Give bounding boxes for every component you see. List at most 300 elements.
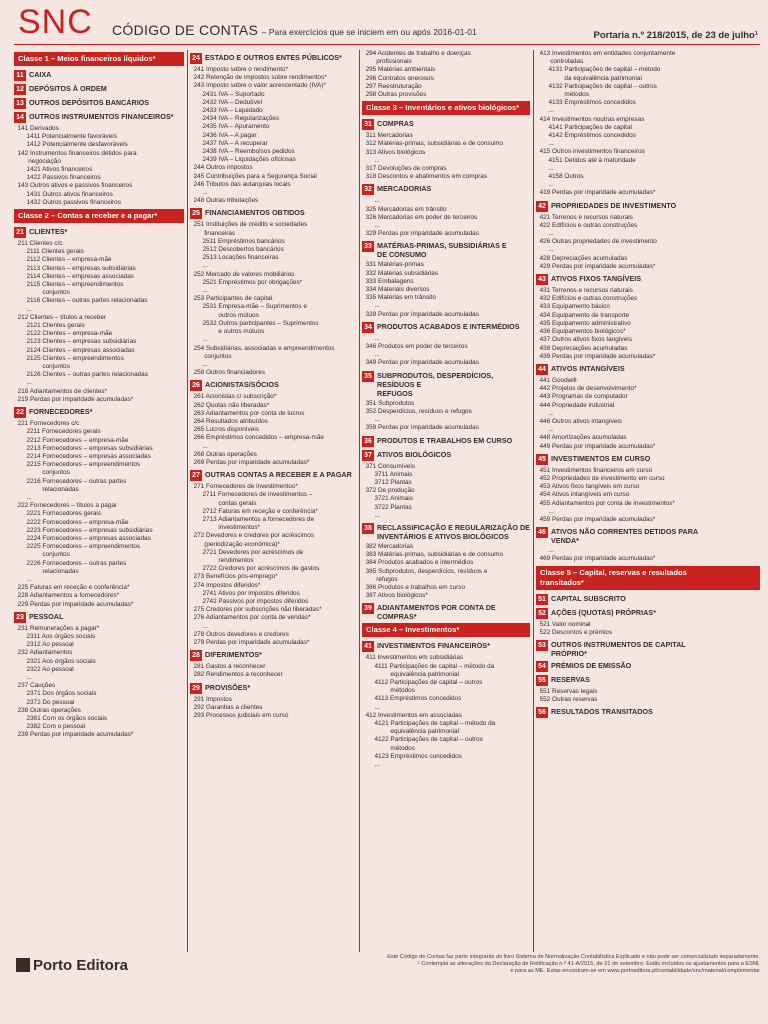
account-number-badge: 36 [362, 436, 374, 447]
subaccount-line: 442 Projetos de desenvolvimento* [536, 385, 637, 393]
subaccount-line: 2432 IVA – Dedutível [190, 98, 263, 106]
subaccount-line: ... [536, 230, 554, 238]
document-title [112, 22, 477, 38]
account-label: OUTROS INSTRUMENTOS FINANCEIROS* [29, 112, 174, 121]
subaccount-line: ... [536, 140, 554, 148]
subaccount-line: 451 Investimentos financeiros em curso [536, 466, 653, 474]
subaccount-line: 428 Depreciações acumuladas [536, 254, 628, 262]
account-label: MATÉRIAS-PRIMAS, SUBSIDIÁRIAS E DE CONSUMO [377, 241, 507, 260]
account-heading [14, 407, 184, 418]
subaccount-line: 346 Produtos em poder de terceiros [362, 343, 468, 351]
subaccount-line: 4112 Participações de capital – outros métodos [374, 678, 483, 695]
subaccount-line: 293 Processos judiciais em curso [190, 712, 289, 720]
account-number-badge: 34 [362, 322, 374, 333]
subaccount-line: 429 Perdas por imparidade acumuladas* [536, 262, 656, 270]
subaccount-line: 459 Perdas por imparidade acumuladas* [536, 515, 656, 523]
subaccount-line: ... [190, 287, 208, 295]
account-heading [14, 84, 184, 95]
subaccount-line: 264 Resultados atribuídos [190, 417, 268, 425]
class-header: Classe 2 – Contas a receber e a pagar* [14, 209, 184, 223]
subaccount-line: 469 Perdas por imparidade acumuladas* [536, 555, 656, 563]
subaccount-line: 2311 Aos órgãos sociais [14, 632, 96, 640]
subaccount-line: 2226 Fornecedores – outras partes relacionadas [26, 559, 127, 575]
account-heading [536, 201, 760, 212]
subaccount-line: 2321 Aos órgãos sociais [14, 657, 96, 665]
subaccount-line: 265 Lucros disponíveis [190, 426, 259, 434]
publisher-logo [16, 957, 128, 974]
account-heading [536, 675, 760, 686]
subaccount-line: 351 Subprodutos [362, 399, 415, 407]
subaccount-line: 141 Derivados [14, 125, 59, 132]
subaccount-line: 317 Devoluções de compras [362, 165, 447, 173]
subaccount-line: 2121 Clientes gerais [14, 322, 85, 330]
subaccount-line: 415 Outros investimentos financeiros [536, 148, 645, 156]
subaccount-line: ... [362, 511, 380, 519]
publisher-name: Porto Editora [33, 957, 129, 974]
account-heading [362, 603, 530, 621]
subaccount-line: 412 Investimentos em associadas [362, 711, 462, 719]
account-label: ATIVOS INTANGÍVEIS [551, 363, 625, 373]
column-divider [359, 50, 360, 952]
subaccount-line: 2382 Com o pessoal [14, 723, 86, 731]
column-3 [362, 50, 530, 952]
account-label: MERCADORIAS [377, 184, 432, 194]
subaccount-line: 2512 Descobertos bancários [190, 246, 284, 254]
subaccount-line: ... [362, 334, 380, 342]
subaccount-line: 438 Depreciações acumuladas [536, 344, 628, 352]
footer-note [372, 954, 760, 975]
subaccount-line: 4133 Empréstimos concedidos [536, 99, 636, 107]
subaccount-line: 295 Matérias ambientais [362, 66, 436, 74]
account-heading [362, 119, 530, 130]
subaccount-line: 522 Descontos e prémios [536, 628, 613, 636]
subaccount-line: 1431 Outros ativos financeiros [14, 190, 113, 198]
footer-note-line: ¹ Contempla as alterações da Declaração de Retificação n.º 41-A/2015, de 21 de setembro. Estão incluídos os ajustamentos para a ESNL [417, 961, 760, 967]
subaccount-line: 3711 Animais [362, 470, 413, 478]
subaccount-line: 241 Imposto sobre o rendimento* [190, 66, 289, 73]
subaccount-line: 218 Adiantamentos de clientes* [14, 387, 108, 395]
subaccount-line: 411 Investimentos em subsidiárias [362, 654, 464, 662]
account-number-badge: 33 [362, 241, 374, 252]
subaccount-line: 252 Mercado de valores mobiliários [190, 270, 295, 278]
subaccount-line: 2113 Clientes – empresas subsidiárias [14, 264, 136, 272]
account-number-badge: 23 [14, 612, 26, 623]
account-number-badge: 29 [190, 683, 202, 694]
subaccount-line: 2532 Outros participantes – Suprimentos e outros mútuos [202, 319, 319, 336]
subaccount-line: 4121 Participações de capital – método da equivalência patrimonial [374, 719, 496, 736]
subaccount-line: 281 Gastos a reconhecer [190, 663, 266, 671]
subaccount-line: 439 Perdas por imparidade acumuladas* [536, 352, 656, 360]
subaccount-line: ... [190, 336, 208, 344]
snc-logo: SNC [18, 3, 93, 41]
subaccount-line: 318 Descontos e abatimentos em compras [362, 173, 488, 181]
subaccount-line: 4122 Participações de capital – outros métodos [374, 736, 483, 752]
column-1 [14, 50, 184, 952]
subaccount-line: 413 Investimentos em entidades conjuntamente controladas [539, 50, 676, 66]
subaccount-line: 444 Propriedade industrial [536, 401, 615, 409]
class-header: Classe 4 – Investimentos* [362, 623, 530, 637]
account-label: ATIVOS FIXOS TANGÍVEIS [551, 274, 641, 284]
account-heading [362, 436, 530, 447]
subaccount-line: ... [14, 379, 32, 387]
subaccount-line: 2214 Fornecedores – empresas associadas [14, 452, 151, 460]
subaccount-line: 212 Clientes – títulos a receber [14, 313, 107, 321]
account-heading [536, 661, 760, 672]
account-label: FINANCIAMENTOS OBTIDOS [205, 208, 305, 218]
subaccount-line: 219 Perdas por imparidade acumuladas* [14, 395, 134, 403]
account-heading [14, 98, 184, 109]
subaccount-line: 2215 Fornecedores – empreendimentos conjuntos [26, 461, 141, 477]
account-number-badge: 52 [536, 608, 548, 619]
subaccount-line: 2434 IVA – Regularizações [190, 115, 280, 123]
subaccount-line: 453 Ativos fixos tangíveis em curso [536, 483, 640, 491]
subaccount-line: ... [190, 360, 208, 368]
class-header: Classe 3 – Inventários e ativos biológicos* [362, 101, 530, 115]
subaccount-line: 4123 Empréstimos concedidos [362, 752, 462, 760]
subaccount-line: ... [190, 442, 208, 450]
subaccount-line: 452 Propriedades de investimento em curso [536, 474, 665, 482]
subaccount-line: 431 Terrenos e recursos naturais [536, 287, 633, 295]
subaccount-line: 276 Adiantamentos por conta de vendas* [190, 614, 311, 622]
subaccount-line: ... [362, 156, 380, 164]
subaccount-line: 2371 Dos órgãos sociais [14, 690, 97, 698]
subaccount-line: 2433 IVA – Liquidado [190, 107, 263, 115]
account-label: PRODUTOS E TRABALHOS EM CURSO [377, 435, 513, 445]
subaccount-line: 359 Perdas por imparidade acumuladas [362, 424, 479, 432]
subaccount-line: 3722 Plantas [362, 503, 412, 511]
subaccount-line: 311 Mercadorias [362, 132, 413, 140]
subaccount-line: ... [536, 164, 554, 172]
subaccount-line: 2437 IVA – A recuperar [190, 139, 268, 147]
account-heading [14, 612, 184, 623]
account-number-badge: 39 [362, 603, 374, 614]
subaccount-line: 3721 Animais [362, 495, 413, 503]
subaccount-line: 325 Mercadorias em trânsito [362, 205, 447, 213]
subaccount-line: ... [362, 703, 380, 711]
subaccount-line: 419 Perdas por imparidade acumuladas* [536, 189, 656, 197]
subaccount-line: 275 Credores por subscrições não liberadas* [190, 606, 322, 614]
subaccount-line: 332 Matérias subsidiárias [362, 269, 439, 277]
account-label: OUTROS INSTRUMENTOS DE CAPITAL PRÓPRIO* [551, 639, 686, 658]
subaccount-line: 435 Equipamento administrativo [536, 319, 631, 327]
subaccount-line: 269 Perdas por imparidade acumuladas* [190, 458, 310, 466]
subaccount-line: 2713 Adiantamentos a fornecedores de investimentos* [202, 515, 314, 532]
subaccount-line: 4113 Empréstimos concedidos [362, 695, 462, 703]
subaccount-line: 243 Imposto sobre o valor acrescentado (IVA)* [190, 82, 326, 90]
account-heading [190, 208, 356, 219]
account-heading [190, 380, 356, 391]
account-label: PRODUTOS ACABADOS E INTERMÉDIOS [377, 321, 520, 331]
account-heading [14, 70, 184, 81]
account-heading [536, 707, 760, 718]
subtitle-text: – Para exercícios que se iniciem em ou após 2016-01-01 [261, 27, 477, 37]
subaccount-line: 446 Outros ativos intangíveis [536, 417, 622, 425]
account-label: ADIANTAMENTOS POR CONTA DE COMPRAS* [377, 603, 498, 622]
subaccount-line: 222 Fornecedores – títulos a pagar [14, 502, 118, 510]
subaccount-line: 2224 Fornecedores – empresas associadas [14, 534, 151, 542]
subaccount-line: 2711 Fornecedores de investimentos – contas gerais [202, 491, 313, 507]
account-label: DEPÓSITOS À ORDEM [29, 84, 107, 93]
column-2 [190, 50, 356, 952]
account-number-badge: 11 [14, 70, 26, 81]
subaccount-line: 2213 Fornecedores – empresas subsidiárias [14, 444, 153, 452]
subaccount-line: 273 Benefícios pós-emprego* [190, 573, 278, 581]
subaccount-line: 239 Perdas por imparidade acumuladas* [14, 731, 134, 739]
account-label: ACIONISTAS/SÓCIOS [205, 380, 279, 390]
subaccount-line: 2741 Ativos por impostos diferidos [190, 589, 300, 597]
subaccount-line: 266 Empréstimos concedidos – empresa-mãe [190, 434, 324, 442]
account-number-badge: 54 [536, 661, 548, 672]
account-heading [362, 241, 530, 259]
subaccount-line: 242 Retenção de impostos sobre rendimentos* [190, 74, 327, 82]
subaccount-line: 1412 Potencialmente desfavoráveis [14, 141, 128, 149]
subaccount-line: 2513 Locações financeiras [190, 254, 279, 262]
subaccount-line: 312 Matérias-primas, subsidiárias e de consumo [362, 140, 504, 148]
subaccount-line: ... [536, 426, 554, 434]
subaccount-line: 2211 Fornecedores gerais [14, 428, 101, 436]
subaccount-line: ... [536, 246, 554, 254]
subaccount-line: 437 Outros ativos fixos tangíveis [536, 336, 632, 344]
subaccount-line: 372 De produção [362, 487, 415, 495]
subaccount-line: 414 Investimentos noutras empresas [536, 115, 645, 123]
subaccount-line: 232 Adiantamentos [14, 649, 73, 657]
account-label: FORNECEDORES* [29, 407, 93, 417]
account-number-badge: 43 [536, 274, 548, 285]
subaccount-line: 552 Outras reservas [536, 696, 598, 704]
subaccount-line: 2225 Fornecedores – empreendimentos conjuntos [26, 543, 141, 559]
subaccount-line: 221 Fornecedores c/c [14, 420, 80, 428]
subaccount-line: ... [536, 181, 554, 189]
subaccount-line: 2721 Devedores por acréscimos de rendimentos [202, 548, 304, 564]
subaccount-line: 142 Instrumentos financeiros detidos para negociação [17, 149, 137, 165]
subaccount-line: 335 Matérias em trânsito [362, 294, 436, 302]
subaccount-line: 441 Goodwill [536, 376, 577, 384]
subaccount-line: 1432 Outros passivos financeiros [14, 198, 121, 206]
subaccount-line: 382 Mercadorias [362, 542, 414, 550]
subaccount-line: 421 Terrenos e recursos naturais [536, 213, 633, 221]
account-heading [536, 274, 760, 285]
subaccount-line: 334 Materiais diversos [362, 286, 430, 294]
subaccount-line: 291 Impostos [190, 695, 232, 703]
subaccount-line: 228 Adiantamentos a fornecedores* [14, 592, 120, 600]
subaccount-line: 443 Programas de computador [536, 393, 628, 401]
subaccount-line: 254 Subsidiárias, associadas e empreendimentos conjuntos [193, 344, 335, 360]
subaccount-line: ... [362, 222, 380, 230]
subaccount-line: 2435 IVA – Apuramento [190, 123, 270, 131]
subaccount-line: 297 Reestruturação [362, 82, 422, 90]
subaccount-line: 225 Faturas em receção e conferência* [14, 584, 130, 592]
title-text: CÓDIGO DE CONTAS [112, 22, 259, 38]
subaccount-line: 2124 Clientes – empresas associadas [14, 346, 135, 354]
subaccount-line: 352 Desperdícios, resíduos e refugos [362, 407, 472, 415]
subaccount-line: ... [362, 351, 380, 359]
subaccount-line: 262 Quotas não liberadas* [190, 401, 270, 409]
subaccount-line: 454 Ativos intangíveis em curso [536, 491, 630, 499]
class-header: Classe 1 – Meios financeiros líquidos* [14, 52, 184, 66]
subaccount-line: 329 Perdas por imparidade acumuladas [362, 230, 479, 238]
account-label: CAPITAL SUBSCRITO [551, 593, 626, 603]
account-heading [190, 650, 356, 661]
footer-note-line: Este Código de Contas faz parte integrante do livro Sistema de Normalização Contabilística Explicado e não pode ser comercializado separadamente. [387, 954, 760, 960]
account-number-badge: 53 [536, 640, 548, 651]
account-heading [536, 608, 760, 619]
subaccount-line: 279 Perdas por imparidade acumuladas* [190, 639, 310, 646]
subaccount-line: ... [536, 409, 554, 417]
account-number-badge: 25 [190, 208, 202, 219]
subaccount-line: 449 Perdas por imparidade acumuladas* [536, 442, 656, 450]
account-heading [362, 322, 530, 333]
account-number-badge: 44 [536, 364, 548, 375]
subaccount-line: 1421 Ativos financeiros [14, 166, 93, 174]
account-label: ATIVOS NÃO CORRENTES DETIDOS PARA VENDA* [551, 527, 699, 546]
subaccount-line: 2115 Clientes – empreendimentos conjuntos [26, 281, 124, 297]
subaccount-line: 2216 Fornecedores – outras partes relacionadas [26, 477, 127, 493]
subaccount-line: 2125 Clientes – empreendimentos conjuntos [26, 354, 124, 371]
account-label: RESULTADOS TRANSITADOS [551, 707, 653, 717]
subaccount-line: 2114 Clientes – empresas associadas [14, 272, 134, 280]
subaccount-line: ... [14, 673, 32, 681]
account-label: PRÉMIOS DE EMISSÃO [551, 660, 632, 670]
account-heading [362, 523, 530, 541]
subaccount-line: 274 Impostos diferidos* [190, 581, 261, 589]
subaccount-line: 2222 Fornecedores – empresa-mãe [14, 518, 129, 526]
account-number-badge: 24 [190, 53, 202, 64]
account-heading [536, 594, 760, 605]
account-label: CLIENTES* [29, 227, 68, 237]
subaccount-line: 2722 Credores por acréscimos de gastos [190, 565, 320, 573]
subaccount-line: 448 Amortizações acumuladas [536, 434, 627, 442]
subaccount-line: 434 Equipamento de transporte [536, 311, 630, 319]
subaccount-line: ... [190, 622, 208, 630]
subaccount-line: 551 Reservas legais [536, 687, 598, 695]
subaccount-line: ... [362, 416, 380, 424]
account-heading [536, 527, 760, 545]
subaccount-line: ... [362, 760, 380, 768]
subaccount-line: 331 Matérias-primas [362, 261, 424, 269]
account-number-badge: 35 [362, 371, 374, 382]
subaccount-line: 1422 Passivos financeiros [14, 174, 101, 182]
subaccount-line: 2112 Clientes – empresa-mãe [14, 256, 112, 264]
subaccount-line: 521 Valor nominal [536, 620, 591, 628]
subaccount-line: 2122 Clientes – empresa-mãe [14, 330, 113, 338]
subaccount-line: 2511 Empréstimos bancários [190, 237, 285, 245]
account-number-badge: 37 [362, 450, 374, 461]
subaccount-line: 4141 Participações de capital [536, 123, 632, 131]
subaccount-line: 244 Outros impostos [190, 164, 253, 172]
subaccount-line: 271 Fornecedores de investimentos* [190, 483, 298, 491]
account-number-badge: 41 [362, 641, 374, 652]
subaccount-line: 278 Outros devedores e credores [190, 630, 289, 638]
account-number-badge: 22 [14, 407, 26, 418]
subaccount-line: 383 Matérias-primas, subsidiárias e de consumo [362, 551, 504, 559]
account-heading [536, 364, 760, 375]
account-number-badge: 26 [190, 380, 202, 391]
subaccount-line: 261 Acionistas c/ subscrição* [190, 393, 277, 401]
account-label: ESTADO E OUTROS ENTES PÚBLICOS* [205, 53, 342, 62]
subaccount-line: ... [536, 547, 554, 555]
subaccount-line: 2438 IVA – Reembolsos pedidos [190, 148, 295, 156]
subaccount-line: 3712 Plantas [362, 478, 412, 486]
class-header: Classe 5 – Capital, reservas e resultados transitados* [536, 566, 760, 590]
subaccount-line: 1411 Potencialmente favoráveis [14, 133, 117, 141]
account-heading [14, 112, 184, 123]
account-label: PROPRIEDADES DE INVESTIMENTO [551, 200, 677, 210]
account-number-badge: 42 [536, 201, 548, 212]
account-heading [536, 454, 760, 465]
footer-note-line: e para as ME. Estas encontram-se em www.portoeditora.pt/contabilidade/snc/material/complementar [510, 968, 760, 974]
account-number-badge: 13 [14, 98, 26, 109]
subaccount-line: ... [14, 575, 32, 583]
subaccount-line: 313 Ativos biológicos [362, 148, 426, 156]
subaccount-line: 245 Contribuições para a Segurança Social [190, 172, 317, 180]
subaccount-line: ... [190, 262, 208, 270]
subaccount-line: 426 Outras propriedades de investimento [536, 238, 657, 246]
account-number-badge: 28 [190, 650, 202, 661]
account-heading [362, 371, 530, 398]
subaccount-line: 349 Perdas por imparidade acumuladas [362, 359, 479, 367]
account-number-badge: 51 [536, 594, 548, 605]
subaccount-line: 2431 IVA – Suportado [190, 90, 265, 98]
subaccount-line: 251 Instituições de crédito e sociedades financeiras [193, 221, 308, 237]
subaccount-line: 436 Equipamentos biológicos* [536, 328, 626, 336]
account-number-badge: 55 [536, 675, 548, 686]
account-heading [14, 227, 184, 238]
subaccount-line: 4158 Outros [536, 173, 584, 181]
subaccount-line: 246 Tributos das autarquias locais [190, 180, 291, 188]
account-heading [190, 683, 356, 694]
subaccount-line: ... [536, 107, 554, 115]
subaccount-line: 326 Mercadorias em poder de terceiros [362, 213, 478, 221]
account-label: CAIXA [29, 70, 52, 79]
subaccount-line: 384 Produtos acabados e intermédios [362, 559, 474, 567]
account-number-badge: 27 [190, 470, 202, 481]
subaccount-line: 143 Outros ativos e passivos financeiros [14, 182, 133, 190]
account-label: ATIVOS BIOLÓGICOS [377, 449, 452, 459]
subaccount-line: ... [190, 189, 208, 197]
subaccount-line: 2126 Clientes – outras partes relacionadas [14, 371, 148, 379]
account-label: RECLASSIFICAÇÃO E REGULARIZAÇÃO DE INVENTÁRIOS E ATIVOS BIOLÓGICOS [377, 522, 530, 541]
subaccount-line: ... [14, 305, 32, 313]
subaccount-line: 248 Outras tributações [190, 197, 259, 205]
subaccount-line: 272 Devedores e credores por acréscimos (periodização económica)* [193, 532, 314, 548]
porto-editora-icon [16, 958, 30, 972]
account-heading [362, 450, 530, 461]
account-label: AÇÕES (QUOTAS) PRÓPRIAS* [551, 607, 656, 617]
subaccount-line: 231 Remunerações a pagar* [14, 624, 100, 632]
subaccount-line: 4151 Detidos até à maturidade [536, 156, 636, 164]
account-number-badge: 46 [536, 527, 548, 538]
subaccount-line: 298 Outras provisões [362, 91, 427, 99]
subaccount-line: 2439 IVA – Liquidações oficiosas [190, 156, 296, 164]
subaccount-line: 2742 Passivos por impostos diferidos [190, 597, 309, 605]
account-heading [536, 640, 760, 658]
subaccount-line: 371 Consumíveis [362, 462, 415, 470]
account-label: OUTROS DEPÓSITOS BANCÁRIOS [29, 98, 150, 107]
header-divider [14, 44, 760, 45]
account-label: RESERVAS [551, 674, 590, 684]
subaccount-line: 268 Outras operações [190, 450, 257, 458]
subaccount-line: 2116 Clientes – outras partes relacionadas [14, 297, 148, 305]
subaccount-line: 2372 Do pessoal [14, 698, 75, 706]
account-heading [362, 641, 530, 652]
subaccount-line: 2712 Faturas em receção e conferência* [190, 507, 318, 515]
subaccount-line: 432 Edifícios e outras construções [536, 295, 638, 303]
account-label: COMPRAS [377, 119, 414, 129]
subaccount-line: 4131 Participações de capital – método da equivalência patrimonial [548, 66, 661, 82]
account-label: PROVISÕES* [205, 682, 251, 692]
portaria-reference: Portaria n.º 218/2015, de 23 de julho¹ [593, 30, 758, 41]
subaccount-line: 294 Acidentes de trabalho e doenças profissionais [365, 50, 471, 66]
